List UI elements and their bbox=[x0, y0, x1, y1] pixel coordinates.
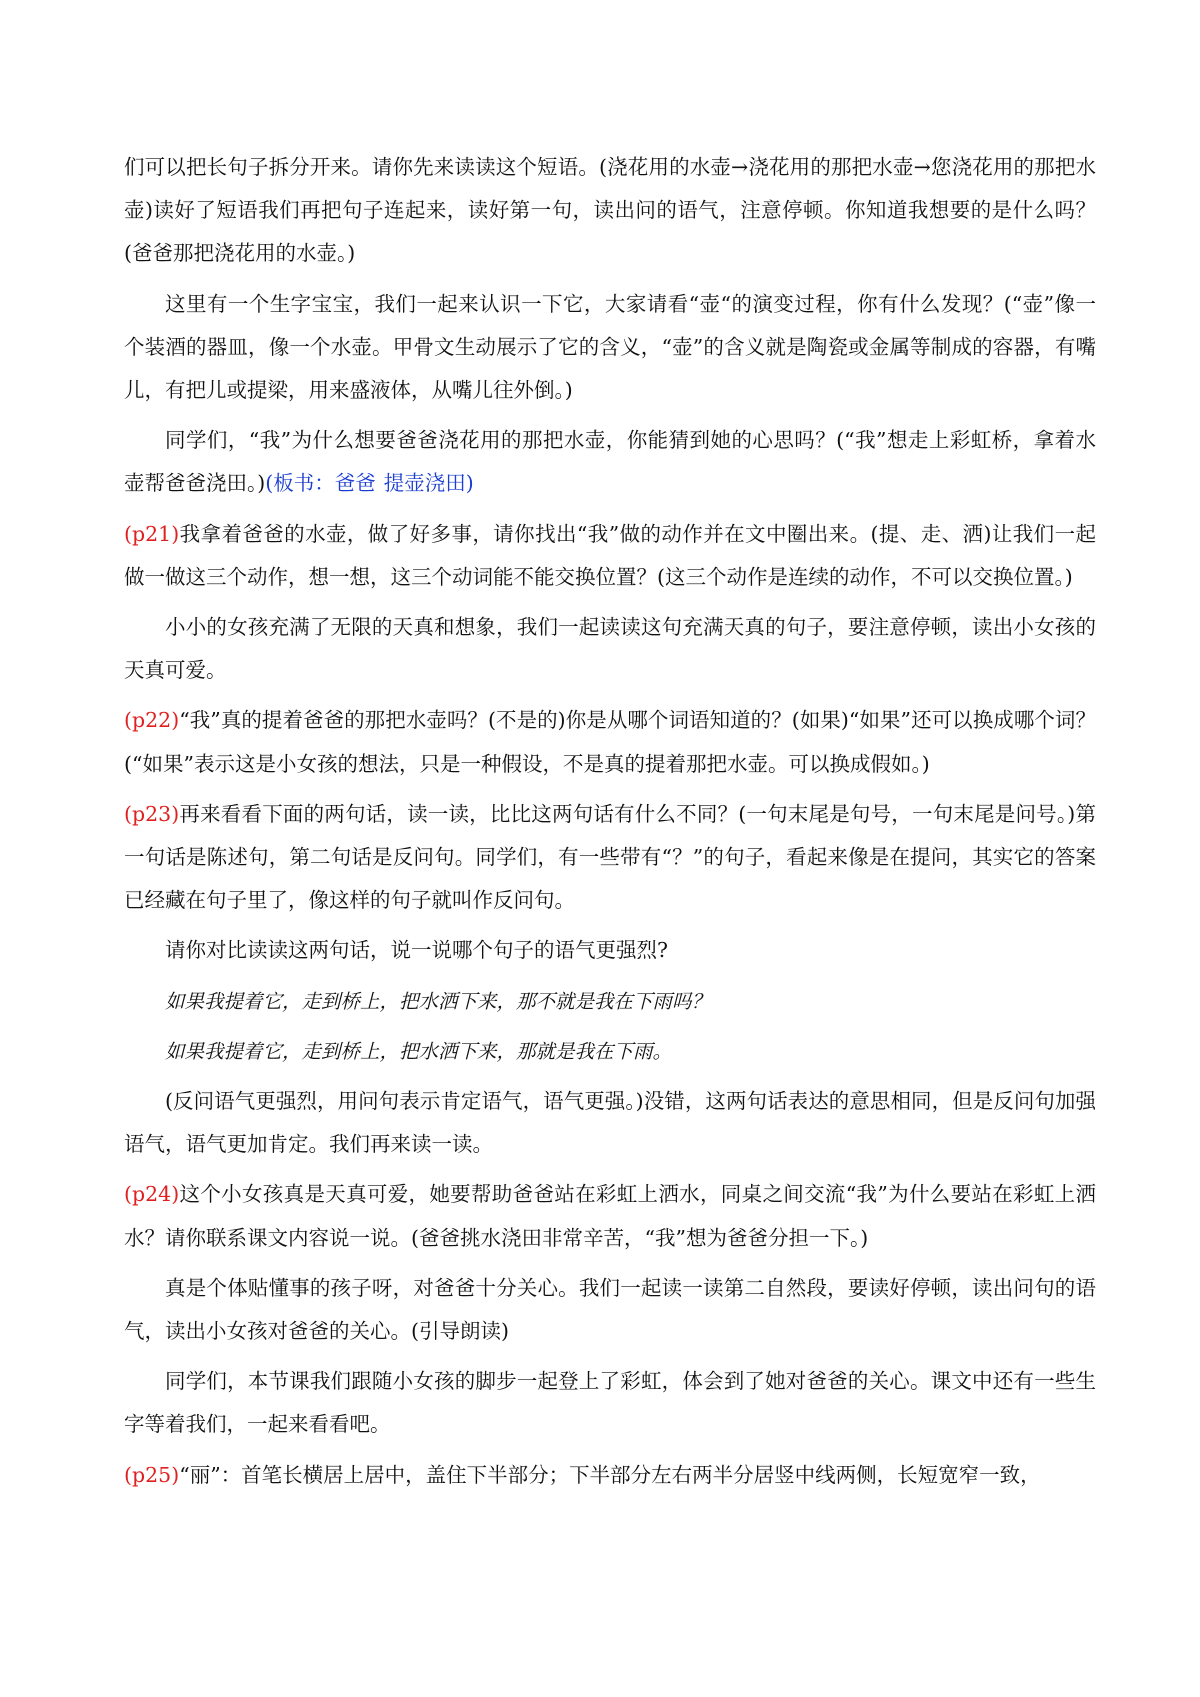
page-tag-p25: (p25) bbox=[124, 1462, 180, 1487]
paragraph-text: “我”真的提着爸爸的那把水壶吗？(不是的)你是从哪个词语知道的？(如果)“如果”还可以换成哪个词？(“如果”表示这是小女孩的想法，只是一种假设，不是真的提着那把水壶。可以换成假如。) bbox=[124, 708, 1096, 776]
paragraph-p23 bbox=[124, 793, 1096, 923]
page-tag-p24: (p24) bbox=[124, 1182, 180, 1207]
paragraph-text: 真是个体贴懂事的孩子呀，对爸爸十分关心。我们一起读一读第二自然段，要读好停顿，读出问句的语气，读出小女孩对爸爸的关心。(引导朗读) bbox=[124, 1275, 1096, 1344]
paragraph-compare-prompt bbox=[124, 929, 1096, 972]
paragraph-caring-child bbox=[124, 1267, 1096, 1353]
example-sentence-question bbox=[124, 980, 1096, 1023]
paragraph-p22 bbox=[124, 699, 1096, 785]
paragraph-continued bbox=[124, 146, 1096, 276]
paragraph-hu-character bbox=[124, 283, 1096, 413]
page-tag-p21: (p21) bbox=[124, 521, 180, 546]
paragraph-lesson-summary bbox=[124, 1360, 1096, 1446]
paragraph-text: “丽”：首笔长横居上居中，盖住下半部分；下半部分左右两半分居竖中线两侧，长短宽窄一致， bbox=[179, 1462, 1041, 1487]
example-sentence-statement bbox=[124, 1030, 1096, 1073]
paragraph-text: 这里有一个生字宝宝，我们一起来认识一下它，大家请看“壶“的演变过程，你有什么发现？(“壶”像一个装酒的器皿，像一个水壶。甲骨文生动展示了它的含义，“壶”的含义就是陶瓷或金属等制成的容器，有嘴儿，有把儿或提梁，用来盛液体，从嘴儿往外倒。) bbox=[124, 291, 1096, 403]
paragraph-text: 们可以把长句子拆分开来。请你先来读读这个短语。(浇花用的水壶→浇花用的那把水壶→您浇花用的那把水壶)读好了短语我们再把句子连起来，读好第一句，读出问的语气，注意停顿。你知道我想要的是什么吗？(爸爸那把浇花用的水壶。) bbox=[124, 155, 1096, 266]
page-tag-p22: (p22) bbox=[124, 708, 180, 733]
blackboard-note-text: 提壶浇田) bbox=[383, 471, 474, 496]
paragraph-text: 这个小女孩真是天真可爱，她要帮助爸爸站在彩虹上洒水，同桌之间交流“我”为什么要站在彩虹上洒水？请你联系课文内容说一说。(爸爸挑水浇田非常辛苦，“我”想为爸爸分担一下。) bbox=[124, 1182, 1096, 1250]
paragraph-p25 bbox=[124, 1454, 1096, 1497]
paragraph-text: 请你对比读读这两句话，说一说哪个句子的语气更强烈? bbox=[165, 938, 668, 963]
paragraph-rhetorical-answer bbox=[124, 1080, 1096, 1166]
paragraph-p24 bbox=[124, 1173, 1096, 1259]
paragraph-text: 我拿着爸爸的水壶，做了好多事，请你找出“我”做的动作并在文中圈出来。(提、走、洒)让我们一起做一做这三个动作，想一想，这三个动词能不能交换位置？(这三个动作是连续的动作，不可以交换位置。) bbox=[124, 521, 1096, 589]
example-text: 如果我提着它，走到桥上，把水洒下来，那就是我在下雨。 bbox=[165, 1039, 673, 1063]
page-tag-p23: (p23) bbox=[124, 801, 180, 826]
example-text: 如果我提着它，走到桥上，把水洒下来，那不就是我在下雨吗？ bbox=[165, 989, 712, 1013]
paragraph-text: (反问语气更强烈，用问句表示肯定语气，语气更强。)没错，这两句话表达的意思相同，但是反问句加强语气，语气更加肯定。我们再来读一读。 bbox=[124, 1089, 1096, 1157]
paragraph-text: 再来看看下面的两句话，读一读，比比这两句话有什么不同？(一句末尾是句号，一句末尾是问号。)第一句话是陈述句，第二句话是反问句。同学们，有一些带有“？”的句子，看起来像是在提问，其实它的答案已经藏在句子里了，像这样的句子就叫作反问句。 bbox=[124, 801, 1096, 913]
paragraph-imagination bbox=[124, 606, 1096, 692]
paragraph-p21 bbox=[124, 513, 1096, 599]
paragraph-text: 同学们，“我”为什么想要爸爸浇花用的那把水壶，你能猜到她的心思吗？(“我”想走上彩虹桥，拿着水壶帮爸爸浇田。) bbox=[124, 428, 1096, 496]
blackboard-note-label: (板书：爸爸 bbox=[265, 471, 376, 496]
paragraph-text: 小小的女孩充满了无限的天真和想象，我们一起读读这句充满天真的句子，要注意停顿，读出小女孩的天真可爱。 bbox=[124, 615, 1096, 683]
paragraph-why-watering-can bbox=[124, 419, 1096, 505]
paragraph-text: 同学们，本节课我们跟随小女孩的脚步一起登上了彩虹，体会到了她对爸爸的关心。课文中还有一些生字等着我们，一起来看看吧。 bbox=[124, 1369, 1096, 1437]
